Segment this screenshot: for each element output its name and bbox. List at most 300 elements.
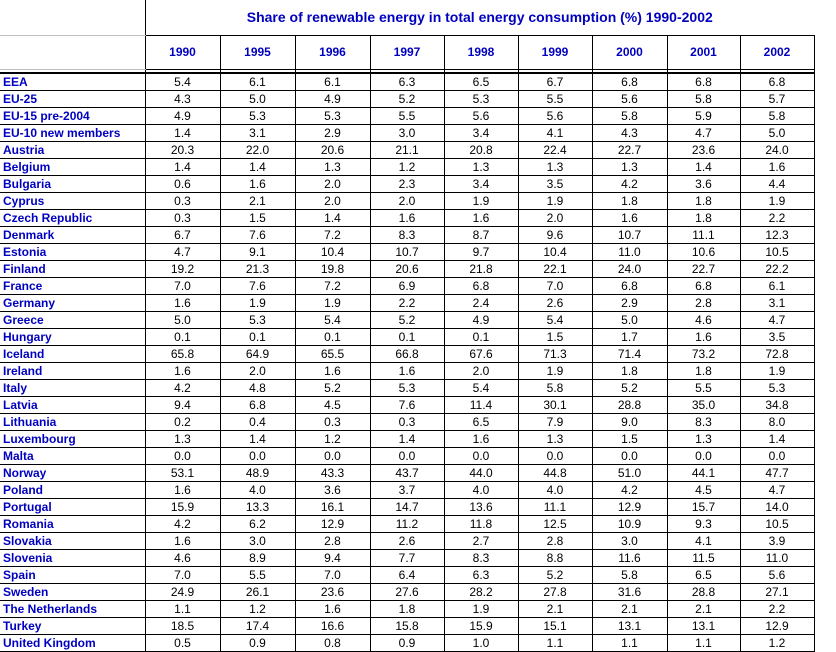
- value-cell[interactable]: 34.8: [740, 397, 814, 414]
- value-cell[interactable]: 1.6: [295, 363, 370, 380]
- row-label[interactable]: Poland: [0, 482, 145, 499]
- value-cell[interactable]: 1.9: [444, 601, 518, 618]
- year-header-2001[interactable]: 2001: [667, 36, 740, 70]
- value-cell[interactable]: 4.4: [740, 176, 814, 193]
- value-cell[interactable]: 1.8: [592, 363, 667, 380]
- value-cell[interactable]: 9.4: [295, 550, 370, 567]
- value-cell[interactable]: 11.0: [592, 244, 667, 261]
- value-cell[interactable]: 5.8: [592, 108, 667, 125]
- value-cell[interactable]: 7.6: [220, 278, 295, 295]
- value-cell[interactable]: 14.0: [740, 499, 814, 516]
- value-cell[interactable]: 3.5: [518, 176, 592, 193]
- value-cell[interactable]: 0.2: [145, 414, 220, 431]
- value-cell[interactable]: 2.0: [370, 193, 444, 210]
- value-cell[interactable]: 19.2: [145, 261, 220, 278]
- value-cell[interactable]: 0.0: [740, 448, 814, 465]
- value-cell[interactable]: 2.9: [592, 295, 667, 312]
- row-label[interactable]: United Kingdom: [0, 635, 145, 652]
- value-cell[interactable]: 1.6: [145, 533, 220, 550]
- value-cell[interactable]: 2.0: [444, 363, 518, 380]
- value-cell[interactable]: 4.8: [220, 380, 295, 397]
- row-label[interactable]: Germany: [0, 295, 145, 312]
- value-cell[interactable]: 11.2: [370, 516, 444, 533]
- value-cell[interactable]: 5.4: [444, 380, 518, 397]
- value-cell[interactable]: 51.0: [592, 465, 667, 482]
- value-cell[interactable]: 5.6: [740, 567, 814, 584]
- year-header-1997[interactable]: 1997: [370, 36, 444, 70]
- value-cell[interactable]: 1.3: [667, 431, 740, 448]
- value-cell[interactable]: 1.9: [444, 193, 518, 210]
- value-cell[interactable]: 28.2: [444, 584, 518, 601]
- value-cell[interactable]: 2.6: [370, 533, 444, 550]
- value-cell[interactable]: 13.1: [667, 618, 740, 635]
- value-cell[interactable]: 5.2: [370, 91, 444, 108]
- value-cell[interactable]: 5.8: [740, 108, 814, 125]
- value-cell[interactable]: 3.0: [370, 125, 444, 142]
- value-cell[interactable]: 0.0: [370, 448, 444, 465]
- value-cell[interactable]: 1.1: [145, 601, 220, 618]
- value-cell[interactable]: 44.8: [518, 465, 592, 482]
- value-cell[interactable]: 2.1: [518, 601, 592, 618]
- value-cell[interactable]: 48.9: [220, 465, 295, 482]
- value-cell[interactable]: 0.0: [220, 448, 295, 465]
- value-cell[interactable]: 5.0: [220, 91, 295, 108]
- value-cell[interactable]: 1.8: [592, 193, 667, 210]
- value-cell[interactable]: 23.6: [295, 584, 370, 601]
- value-cell[interactable]: 7.7: [370, 550, 444, 567]
- value-cell[interactable]: 43.7: [370, 465, 444, 482]
- value-cell[interactable]: 0.0: [667, 448, 740, 465]
- value-cell[interactable]: 5.0: [740, 125, 814, 142]
- value-cell[interactable]: 0.3: [145, 193, 220, 210]
- value-cell[interactable]: 12.9: [295, 516, 370, 533]
- value-cell[interactable]: 2.4: [444, 295, 518, 312]
- value-cell[interactable]: 3.0: [220, 533, 295, 550]
- value-cell[interactable]: 2.3: [370, 176, 444, 193]
- value-cell[interactable]: 6.1: [295, 73, 370, 91]
- value-cell[interactable]: 4.2: [145, 516, 220, 533]
- value-cell[interactable]: 6.1: [740, 278, 814, 295]
- value-cell[interactable]: 6.9: [370, 278, 444, 295]
- value-cell[interactable]: 4.0: [518, 482, 592, 499]
- value-cell[interactable]: 0.3: [370, 414, 444, 431]
- value-cell[interactable]: 2.2: [740, 210, 814, 227]
- value-cell[interactable]: 0.1: [145, 329, 220, 346]
- value-cell[interactable]: 10.9: [592, 516, 667, 533]
- row-label[interactable]: EU-10 new members: [0, 125, 145, 142]
- value-cell[interactable]: 4.2: [592, 176, 667, 193]
- value-cell[interactable]: 0.0: [444, 448, 518, 465]
- value-cell[interactable]: 9.6: [518, 227, 592, 244]
- value-cell[interactable]: 1.4: [145, 125, 220, 142]
- row-label[interactable]: Estonia: [0, 244, 145, 261]
- row-label[interactable]: EU-15 pre-2004: [0, 108, 145, 125]
- value-cell[interactable]: 1.3: [444, 159, 518, 176]
- row-label[interactable]: Romania: [0, 516, 145, 533]
- value-cell[interactable]: 3.6: [295, 482, 370, 499]
- value-cell[interactable]: 22.0: [220, 142, 295, 159]
- value-cell[interactable]: 6.8: [444, 278, 518, 295]
- value-cell[interactable]: 5.3: [295, 108, 370, 125]
- value-cell[interactable]: 1.6: [295, 601, 370, 618]
- value-cell[interactable]: 14.7: [370, 499, 444, 516]
- value-cell[interactable]: 3.0: [592, 533, 667, 550]
- value-cell[interactable]: 1.4: [220, 431, 295, 448]
- value-cell[interactable]: 3.5: [740, 329, 814, 346]
- value-cell[interactable]: 23.6: [667, 142, 740, 159]
- value-cell[interactable]: 7.6: [220, 227, 295, 244]
- value-cell[interactable]: 2.6: [518, 295, 592, 312]
- value-cell[interactable]: 1.6: [740, 159, 814, 176]
- value-cell[interactable]: 5.8: [518, 380, 592, 397]
- value-cell[interactable]: 1.2: [220, 601, 295, 618]
- value-cell[interactable]: 6.8: [667, 278, 740, 295]
- year-header-1999[interactable]: 1999: [518, 36, 592, 70]
- value-cell[interactable]: 11.0: [740, 550, 814, 567]
- value-cell[interactable]: 4.1: [667, 533, 740, 550]
- value-cell[interactable]: 15.7: [667, 499, 740, 516]
- value-cell[interactable]: 5.4: [295, 312, 370, 329]
- value-cell[interactable]: 8.7: [444, 227, 518, 244]
- value-cell[interactable]: 6.3: [444, 567, 518, 584]
- value-cell[interactable]: 22.2: [740, 261, 814, 278]
- row-label[interactable]: Malta: [0, 448, 145, 465]
- value-cell[interactable]: 0.0: [295, 448, 370, 465]
- value-cell[interactable]: 1.2: [295, 431, 370, 448]
- value-cell[interactable]: 27.6: [370, 584, 444, 601]
- row-label[interactable]: Portugal: [0, 499, 145, 516]
- value-cell[interactable]: 10.5: [740, 244, 814, 261]
- value-cell[interactable]: 6.7: [145, 227, 220, 244]
- value-cell[interactable]: 1.4: [220, 159, 295, 176]
- value-cell[interactable]: 2.0: [295, 193, 370, 210]
- value-cell[interactable]: 0.0: [145, 448, 220, 465]
- value-cell[interactable]: 4.7: [740, 312, 814, 329]
- value-cell[interactable]: 20.6: [295, 142, 370, 159]
- value-cell[interactable]: 5.5: [220, 567, 295, 584]
- value-cell[interactable]: 1.9: [518, 363, 592, 380]
- value-cell[interactable]: 10.4: [518, 244, 592, 261]
- value-cell[interactable]: 6.8: [220, 397, 295, 414]
- value-cell[interactable]: 7.0: [295, 567, 370, 584]
- value-cell[interactable]: 5.7: [740, 91, 814, 108]
- value-cell[interactable]: 2.1: [667, 601, 740, 618]
- value-cell[interactable]: 2.8: [295, 533, 370, 550]
- value-cell[interactable]: 44.1: [667, 465, 740, 482]
- value-cell[interactable]: 24.0: [740, 142, 814, 159]
- value-cell[interactable]: 1.6: [145, 482, 220, 499]
- row-label[interactable]: Slovenia: [0, 550, 145, 567]
- value-cell[interactable]: 4.6: [145, 550, 220, 567]
- value-cell[interactable]: 22.7: [667, 261, 740, 278]
- value-cell[interactable]: 9.7: [444, 244, 518, 261]
- value-cell[interactable]: 5.3: [370, 380, 444, 397]
- year-header-1995[interactable]: 1995: [220, 36, 295, 70]
- value-cell[interactable]: 8.3: [667, 414, 740, 431]
- value-cell[interactable]: 5.2: [295, 380, 370, 397]
- value-cell[interactable]: 7.0: [145, 567, 220, 584]
- value-cell[interactable]: 1.1: [592, 635, 667, 652]
- row-label[interactable]: Czech Republic: [0, 210, 145, 227]
- value-cell[interactable]: 5.6: [444, 108, 518, 125]
- value-cell[interactable]: 15.8: [370, 618, 444, 635]
- value-cell[interactable]: 1.4: [370, 431, 444, 448]
- value-cell[interactable]: 15.1: [518, 618, 592, 635]
- value-cell[interactable]: 5.2: [518, 567, 592, 584]
- value-cell[interactable]: 8.8: [518, 550, 592, 567]
- row-label[interactable]: EU-25: [0, 91, 145, 108]
- value-cell[interactable]: 1.1: [667, 635, 740, 652]
- value-cell[interactable]: 7.6: [370, 397, 444, 414]
- value-cell[interactable]: 1.6: [370, 363, 444, 380]
- row-label[interactable]: Luxembourg: [0, 431, 145, 448]
- row-label[interactable]: Belgium: [0, 159, 145, 176]
- value-cell[interactable]: 8.0: [740, 414, 814, 431]
- value-cell[interactable]: 1.5: [518, 329, 592, 346]
- value-cell[interactable]: 31.6: [592, 584, 667, 601]
- value-cell[interactable]: 6.4: [370, 567, 444, 584]
- value-cell[interactable]: 7.0: [145, 278, 220, 295]
- value-cell[interactable]: 3.9: [740, 533, 814, 550]
- value-cell[interactable]: 2.0: [295, 176, 370, 193]
- value-cell[interactable]: 1.6: [145, 295, 220, 312]
- value-cell[interactable]: 8.3: [370, 227, 444, 244]
- value-cell[interactable]: 24.0: [592, 261, 667, 278]
- year-header-1998[interactable]: 1998: [444, 36, 518, 70]
- value-cell[interactable]: 5.0: [592, 312, 667, 329]
- value-cell[interactable]: 2.1: [592, 601, 667, 618]
- value-cell[interactable]: 12.5: [518, 516, 592, 533]
- year-header-label-cell[interactable]: [0, 36, 145, 70]
- value-cell[interactable]: 10.7: [370, 244, 444, 261]
- value-cell[interactable]: 0.3: [145, 210, 220, 227]
- value-cell[interactable]: 2.8: [667, 295, 740, 312]
- value-cell[interactable]: 3.1: [220, 125, 295, 142]
- value-cell[interactable]: 44.0: [444, 465, 518, 482]
- row-label[interactable]: Bulgaria: [0, 176, 145, 193]
- value-cell[interactable]: 27.1: [740, 584, 814, 601]
- value-cell[interactable]: 5.2: [592, 380, 667, 397]
- value-cell[interactable]: 9.4: [145, 397, 220, 414]
- value-cell[interactable]: 6.7: [518, 73, 592, 91]
- year-header-2002[interactable]: 2002: [740, 36, 814, 70]
- value-cell[interactable]: 53.1: [145, 465, 220, 482]
- value-cell[interactable]: 10.5: [740, 516, 814, 533]
- value-cell[interactable]: 9.3: [667, 516, 740, 533]
- value-cell[interactable]: 7.0: [518, 278, 592, 295]
- value-cell[interactable]: 4.7: [145, 244, 220, 261]
- row-label[interactable]: Lithuania: [0, 414, 145, 431]
- value-cell[interactable]: 5.3: [220, 312, 295, 329]
- value-cell[interactable]: 15.9: [145, 499, 220, 516]
- value-cell[interactable]: 3.4: [444, 176, 518, 193]
- value-cell[interactable]: 1.3: [518, 159, 592, 176]
- value-cell[interactable]: 2.2: [370, 295, 444, 312]
- row-label[interactable]: Hungary: [0, 329, 145, 346]
- value-cell[interactable]: 1.3: [295, 159, 370, 176]
- value-cell[interactable]: 2.0: [220, 363, 295, 380]
- value-cell[interactable]: 4.7: [667, 125, 740, 142]
- value-cell[interactable]: 4.0: [220, 482, 295, 499]
- value-cell[interactable]: 1.4: [295, 210, 370, 227]
- value-cell[interactable]: 5.3: [740, 380, 814, 397]
- value-cell[interactable]: 1.8: [370, 601, 444, 618]
- value-cell[interactable]: 5.9: [667, 108, 740, 125]
- row-label[interactable]: Latvia: [0, 397, 145, 414]
- value-cell[interactable]: 8.3: [444, 550, 518, 567]
- value-cell[interactable]: 1.9: [740, 363, 814, 380]
- value-cell[interactable]: 1.2: [740, 635, 814, 652]
- value-cell[interactable]: 22.4: [518, 142, 592, 159]
- value-cell[interactable]: 0.4: [220, 414, 295, 431]
- value-cell[interactable]: 10.6: [667, 244, 740, 261]
- value-cell[interactable]: 0.5: [145, 635, 220, 652]
- value-cell[interactable]: 20.3: [145, 142, 220, 159]
- value-cell[interactable]: 71.4: [592, 346, 667, 363]
- value-cell[interactable]: 4.0: [444, 482, 518, 499]
- value-cell[interactable]: 16.6: [295, 618, 370, 635]
- value-cell[interactable]: 66.8: [370, 346, 444, 363]
- value-cell[interactable]: 2.2: [740, 601, 814, 618]
- value-cell[interactable]: 1.9: [220, 295, 295, 312]
- value-cell[interactable]: 5.8: [667, 91, 740, 108]
- year-header-1990[interactable]: 1990: [145, 36, 220, 70]
- value-cell[interactable]: 7.2: [295, 278, 370, 295]
- row-label[interactable]: Denmark: [0, 227, 145, 244]
- value-cell[interactable]: 22.1: [518, 261, 592, 278]
- value-cell[interactable]: 11.5: [667, 550, 740, 567]
- value-cell[interactable]: 1.8: [667, 210, 740, 227]
- value-cell[interactable]: 6.1: [220, 73, 295, 91]
- row-label[interactable]: Finland: [0, 261, 145, 278]
- value-cell[interactable]: 0.9: [220, 635, 295, 652]
- value-cell[interactable]: 1.6: [592, 210, 667, 227]
- value-cell[interactable]: 1.2: [370, 159, 444, 176]
- value-cell[interactable]: 11.6: [592, 550, 667, 567]
- value-cell[interactable]: 6.2: [220, 516, 295, 533]
- value-cell[interactable]: 0.1: [444, 329, 518, 346]
- row-label[interactable]: Norway: [0, 465, 145, 482]
- value-cell[interactable]: 73.2: [667, 346, 740, 363]
- value-cell[interactable]: 20.6: [370, 261, 444, 278]
- value-cell[interactable]: 2.8: [518, 533, 592, 550]
- corner-cell[interactable]: [0, 0, 145, 36]
- value-cell[interactable]: 5.2: [370, 312, 444, 329]
- value-cell[interactable]: 1.6: [667, 329, 740, 346]
- value-cell[interactable]: 13.1: [592, 618, 667, 635]
- value-cell[interactable]: 65.5: [295, 346, 370, 363]
- value-cell[interactable]: 4.2: [592, 482, 667, 499]
- value-cell[interactable]: 1.6: [220, 176, 295, 193]
- value-cell[interactable]: 6.8: [667, 73, 740, 91]
- value-cell[interactable]: 13.6: [444, 499, 518, 516]
- row-label[interactable]: Iceland: [0, 346, 145, 363]
- value-cell[interactable]: 12.9: [740, 618, 814, 635]
- value-cell[interactable]: 35.0: [667, 397, 740, 414]
- value-cell[interactable]: 1.9: [740, 193, 814, 210]
- value-cell[interactable]: 28.8: [667, 584, 740, 601]
- value-cell[interactable]: 11.4: [444, 397, 518, 414]
- value-cell[interactable]: 5.6: [592, 91, 667, 108]
- row-label[interactable]: Spain: [0, 567, 145, 584]
- value-cell[interactable]: 22.7: [592, 142, 667, 159]
- value-cell[interactable]: 64.9: [220, 346, 295, 363]
- value-cell[interactable]: 4.9: [295, 91, 370, 108]
- value-cell[interactable]: 1.4: [145, 159, 220, 176]
- value-cell[interactable]: 0.6: [145, 176, 220, 193]
- value-cell[interactable]: 18.5: [145, 618, 220, 635]
- value-cell[interactable]: 2.0: [518, 210, 592, 227]
- value-cell[interactable]: 21.8: [444, 261, 518, 278]
- value-cell[interactable]: 27.8: [518, 584, 592, 601]
- value-cell[interactable]: 3.4: [444, 125, 518, 142]
- row-label[interactable]: Ireland: [0, 363, 145, 380]
- value-cell[interactable]: 2.9: [295, 125, 370, 142]
- row-label[interactable]: Slovakia: [0, 533, 145, 550]
- value-cell[interactable]: 4.2: [145, 380, 220, 397]
- value-cell[interactable]: 4.9: [145, 108, 220, 125]
- value-cell[interactable]: 11.1: [518, 499, 592, 516]
- value-cell[interactable]: 17.4: [220, 618, 295, 635]
- value-cell[interactable]: 71.3: [518, 346, 592, 363]
- value-cell[interactable]: 1.8: [667, 363, 740, 380]
- value-cell[interactable]: 5.4: [518, 312, 592, 329]
- value-cell[interactable]: 0.0: [592, 448, 667, 465]
- value-cell[interactable]: 2.7: [444, 533, 518, 550]
- value-cell[interactable]: 6.5: [444, 73, 518, 91]
- value-cell[interactable]: 21.1: [370, 142, 444, 159]
- value-cell[interactable]: 65.8: [145, 346, 220, 363]
- row-label[interactable]: Turkey: [0, 618, 145, 635]
- value-cell[interactable]: 1.4: [740, 431, 814, 448]
- value-cell[interactable]: 1.6: [444, 431, 518, 448]
- value-cell[interactable]: 26.1: [220, 584, 295, 601]
- value-cell[interactable]: 0.1: [220, 329, 295, 346]
- value-cell[interactable]: 1.6: [145, 363, 220, 380]
- value-cell[interactable]: 13.3: [220, 499, 295, 516]
- value-cell[interactable]: 4.5: [667, 482, 740, 499]
- value-cell[interactable]: 0.3: [295, 414, 370, 431]
- value-cell[interactable]: 72.8: [740, 346, 814, 363]
- value-cell[interactable]: 3.7: [370, 482, 444, 499]
- value-cell[interactable]: 6.5: [444, 414, 518, 431]
- value-cell[interactable]: 5.0: [145, 312, 220, 329]
- value-cell[interactable]: 8.9: [220, 550, 295, 567]
- value-cell[interactable]: 6.8: [592, 73, 667, 91]
- value-cell[interactable]: 4.1: [518, 125, 592, 142]
- value-cell[interactable]: 1.1: [518, 635, 592, 652]
- value-cell[interactable]: 5.5: [667, 380, 740, 397]
- value-cell[interactable]: 1.6: [370, 210, 444, 227]
- value-cell[interactable]: 6.3: [370, 73, 444, 91]
- row-label[interactable]: Austria: [0, 142, 145, 159]
- value-cell[interactable]: 4.9: [444, 312, 518, 329]
- value-cell[interactable]: 12.9: [592, 499, 667, 516]
- value-cell[interactable]: 1.9: [518, 193, 592, 210]
- value-cell[interactable]: 12.3: [740, 227, 814, 244]
- value-cell[interactable]: 19.8: [295, 261, 370, 278]
- row-label[interactable]: Cyprus: [0, 193, 145, 210]
- value-cell[interactable]: 6.8: [740, 73, 814, 91]
- value-cell[interactable]: 5.3: [444, 91, 518, 108]
- value-cell[interactable]: 28.8: [592, 397, 667, 414]
- value-cell[interactable]: 20.8: [444, 142, 518, 159]
- value-cell[interactable]: 4.5: [295, 397, 370, 414]
- value-cell[interactable]: 0.8: [295, 635, 370, 652]
- value-cell[interactable]: 6.8: [592, 278, 667, 295]
- value-cell[interactable]: 0.9: [370, 635, 444, 652]
- value-cell[interactable]: 11.8: [444, 516, 518, 533]
